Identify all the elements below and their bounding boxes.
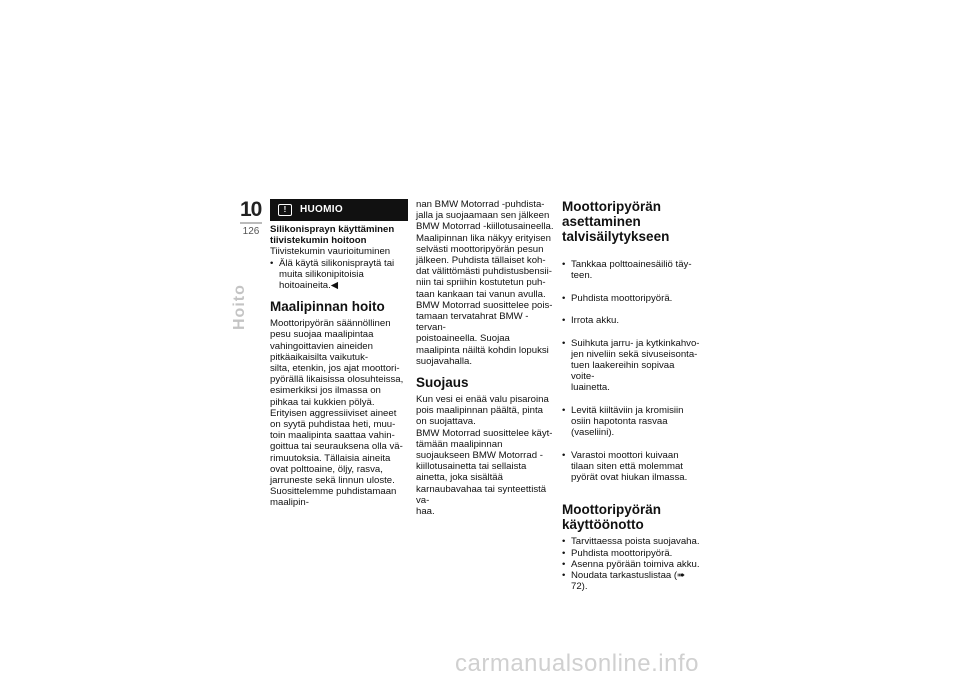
- watermark: carmanualsonline.info: [455, 650, 699, 677]
- list-item: • Puhdista moottoripyörä.: [562, 293, 700, 304]
- section-heading-paint-care: Maalipinnan hoito: [270, 299, 385, 315]
- column-1: [270, 199, 408, 509]
- list-item: • Noudata tarkastuslistaa (➠ 72).: [562, 570, 700, 592]
- warning-icon: !: [278, 204, 292, 216]
- list-item: • Asenna pyörään toimiva akku.: [562, 559, 700, 570]
- list-item: • Suihkuta jarru- ja kytkinkahvo- jen niveliin sekä sivuseisonta- tuen laakereihin sopivaa voite- luainetta.: [562, 338, 700, 394]
- list-item: • Varastoi moottori kuivaan tilaan siten että molemmat pyörät ovat hiukan ilmassa.: [562, 450, 700, 484]
- recommissioning-list: [562, 536, 700, 592]
- winter-storage-list: [562, 248, 700, 494]
- paint-care-body-continued: nan BMW Motorrad -puhdista- jalla ja suojaamaan sen jälkeen BMW Motorrad -kiillotusaineella. Maalipinnan lika näkyy erityisen selvästi moottoripyörän pesun jälkeen. Puhdista tällaiset koh- dat välittömästi puhdistusbensii- niin tai spriihin kostutetun puh- taan kankaan tai vanun avulla. BMW Motorrad suosittelee pois- tamaan tervatahrat BMW -tervan- poistoaineella. Suojaa maalipinta näiltä kohdin lopuksi suojavahalla.: [416, 199, 554, 367]
- list-item: • Tarvittaessa poista suojavaha.: [562, 536, 700, 547]
- notice-title: HUOMIO: [300, 204, 343, 216]
- notice-list: [270, 258, 408, 292]
- page-number: 126: [242, 226, 260, 237]
- section-label: Hoito: [231, 284, 248, 330]
- chapter-number: 10: [240, 198, 262, 221]
- list-item: • Irrota akku.: [562, 315, 700, 326]
- tab-divider: [240, 222, 262, 224]
- notice-subtitle: Silikonisprayn käyttäminen tiivistekumin hoitoon: [270, 224, 395, 247]
- section-heading-winter-storage: Moottoripyörän asettaminen talvisäilytykseen: [562, 199, 670, 244]
- column-2: [416, 199, 554, 517]
- protection-body: Kun vesi ei enää valu pisaroina pois maalipinnan päältä, pinta on suojattava. BMW Motorrad suosittelee käyt- tämään maalipinnan suojaukseen BMW Motorrad -kiillotusainetta tai sellaista ainetta, joka sisältää karnaubavahaa tai synteettistä va- haa.: [416, 394, 553, 518]
- notice-text: Tiivistekumin vaurioituminen: [270, 246, 391, 258]
- chapter-tab: [240, 199, 264, 237]
- section-heading-recommissioning: Moottoripyörän käyttöönotto: [562, 502, 661, 533]
- paint-care-body: Moottoripyörän säännöllinen pesu suojaa maalipintaa vahingoittavien aineiden pitkäaikaisilta vaikutuk- silta, etenkin, jos ajat moottori- pyörällä likaisissa olosuhteissa, esimerkiksi jos ilmassa on pihkaa tai kukkien pölyä. Erityisen aggressiiviset aineet on syytä puhdistaa heti, muu- toin maalipinta saattaa vahin- goittua tai seurauksena olla vä- rimuutoksia. Tällaisia aineita ovat polttoaine, öljy, rasva, jarruneste sekä linnun uloste. Suosittelemme puhdistamaan maalipin-: [270, 318, 404, 509]
- list-item: • Puhdista moottoripyörä.: [562, 548, 700, 559]
- column-3: [562, 199, 700, 592]
- list-item: • Levitä kiiltäviin ja kromisiin osiin hapotonta rasvaa (vaseliini).: [562, 405, 700, 439]
- section-heading-protection: Suojaus: [416, 375, 469, 391]
- list-item: • Tankkaa polttoainesäiliö täy- teen.: [562, 259, 700, 281]
- list-item: • Älä käytä silikonispraytä tai muita silikonipitoisia hoitoaineita.◀: [270, 258, 408, 292]
- notice-header: [270, 199, 408, 221]
